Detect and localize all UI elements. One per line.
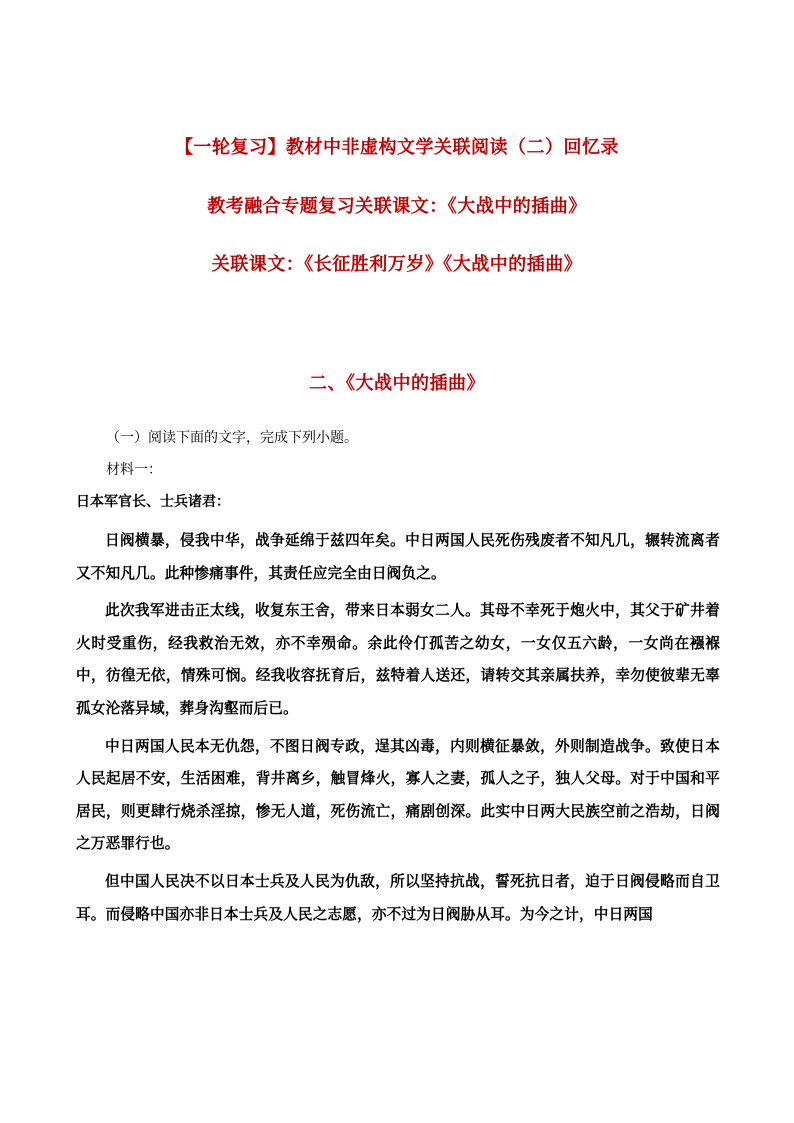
body-paragraph: 日阀横暴，侵我中华，战争延绵于兹四年矣。中日两国人民死伤残废者不知凡几，辗转流离者又不知凡几。此种惨痛事件，其责任应完全由日阀负之。 [76, 532, 720, 582]
body-paragraph: 但中国人民决不以日本士兵及人民为仇敌，所以坚持抗战，誓死抗日者，迫于日阀侵略而自卫耳。而侵略中国亦非日本士兵及人民之志愿，亦不过为日阀胁从耳。为今之计，中日两国 [76, 872, 720, 923]
document-body [76, 428, 720, 936]
material-label: 材料一： [106, 462, 162, 478]
letter-greeting: 日本军官长、士兵诸君： [76, 494, 230, 510]
related-texts-line: 关联课文：《长征胜利万岁》《大战中的插曲》 [211, 254, 583, 275]
body-paragraph: 中日两国人民本无仇怨，不图日阀专政，逞其凶毒，内则横征暴敛，外则制造战争。致使日本人民起居不安，生活困难，背井离乡，触冒烽火，寡人之妻，孤人之子，独人父母。对于中国和平居民，则更肆行烧杀淫掠，惨无人道，死伤流亡，痛剧创深。此实中日两大民族空前之浩劫，日阀之万恶罪行也。 [76, 737, 720, 853]
section-heading: 二、《大战中的插曲》 [309, 373, 485, 394]
document-subtitle: 教考融合专题复习关联课文：《大战中的插曲》 [207, 196, 587, 217]
question-instruction: （一）阅读下面的文字，完成下列小题。 [106, 430, 358, 446]
document-title: 【一轮复习】教材中非虚构文学关联阅读（二）回忆录 [175, 137, 619, 158]
body-paragraph: 此次我军进击正太线，收复东王舍，带来日本弱女二人。其母不幸死于炮火中，其父于矿井着火时受重伤，经我救治无效，亦不幸殒命。余此伶仃孤苦之幼女，一女仅五六龄，一女尚在襁褓中，彷徨无依，情殊可悯。经我收容抚育后，兹特着人送还，请转交其亲属扶养，幸勿使彼辈无辜孤女沦落异域，葬身沟壑而后已。 [76, 602, 720, 717]
